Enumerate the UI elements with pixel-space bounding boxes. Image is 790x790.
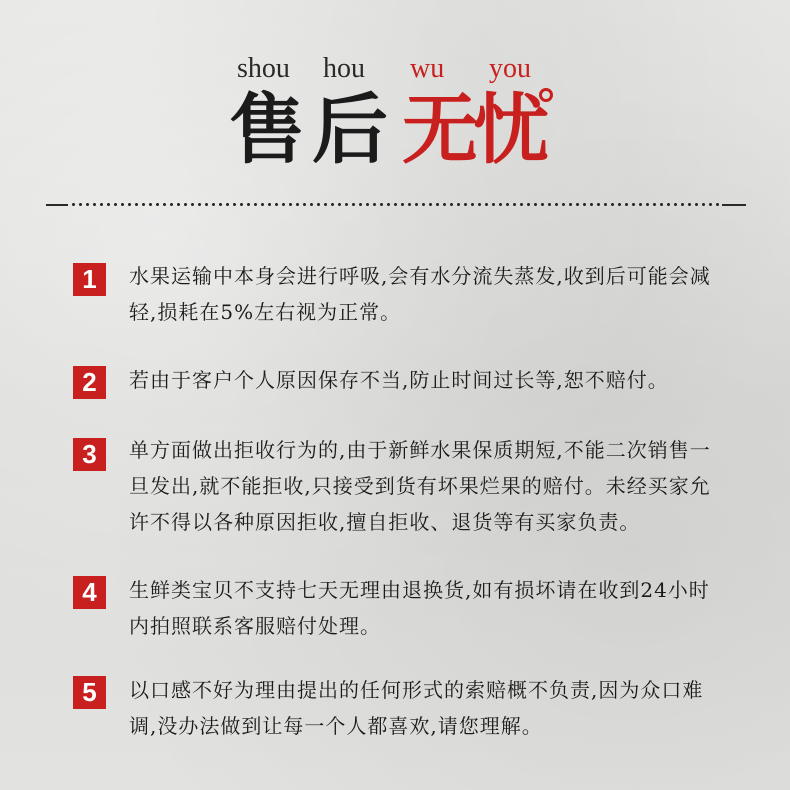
title-char-hou: 后 xyxy=(312,85,388,174)
item-number-badge: 1 xyxy=(73,263,106,296)
item-number-badge: 3 xyxy=(73,438,106,471)
pinyin-shou: shou xyxy=(237,53,290,84)
divider-left-line xyxy=(46,204,68,206)
item-text: 生鲜类宝贝不支持七天无理由退换货,如有损坏请在收到24小时内拍照联系客服赔付处理。 xyxy=(129,578,710,638)
degree-mark-icon xyxy=(539,88,553,102)
item-text: 以口感不好为理由提出的任何形式的索赔概不负责,因为众口难调,没办法做到让每一个人都喜欢,请您理解。 xyxy=(129,678,704,738)
item-text: 单方面做出拒收行为的,由于新鲜水果保质期短,不能二次销售一旦发出,就不能拒收,只接受到货有坏果烂果的赔付。未经买家允许不得以各种原因拒收,擅自拒收、退货等有买家负责。 xyxy=(129,438,711,534)
title-char-you: 忧 xyxy=(473,85,549,174)
item-number-badge: 4 xyxy=(73,576,106,609)
item-text: 若由于客户个人原因保存不当,防止时间过长等,恕不赔付。 xyxy=(129,368,669,392)
title-char-shou: 售 xyxy=(229,85,305,174)
item-text: 水果运输中本身会进行呼吸,会有水分流失蒸发,收到后可能会减轻,损耗在5%左右视为正常。 xyxy=(129,264,711,324)
title-char-wu: 无 xyxy=(402,85,478,174)
item-number-badge: 5 xyxy=(73,676,106,709)
pinyin-hou: hou xyxy=(323,53,365,84)
divider-dotted-line xyxy=(70,202,720,207)
pinyin-wu: wu xyxy=(410,53,445,84)
divider-right-line xyxy=(722,204,746,206)
pinyin-you: you xyxy=(489,53,531,84)
item-number-badge: 2 xyxy=(73,366,106,399)
